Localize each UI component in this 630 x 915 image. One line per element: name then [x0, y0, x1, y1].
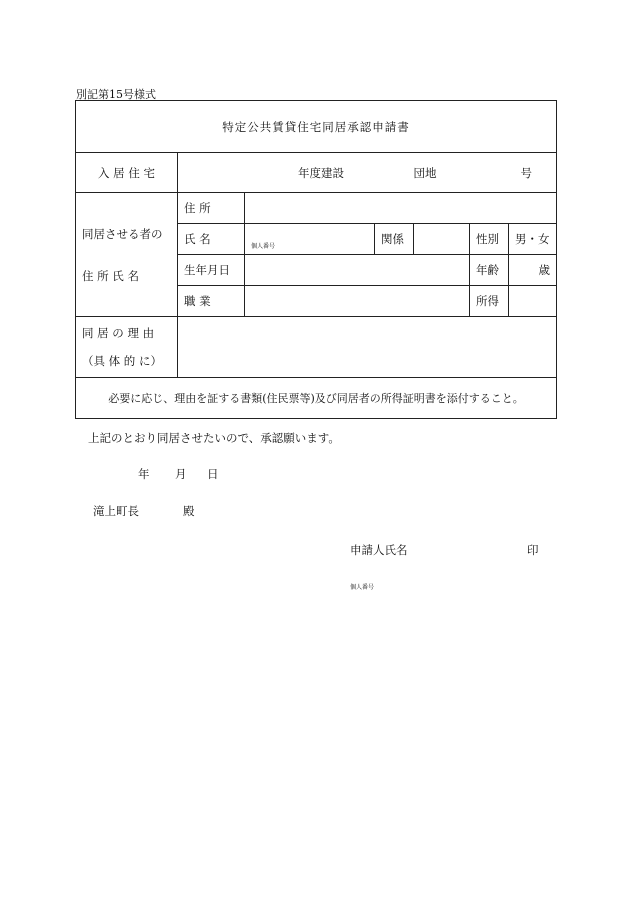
date-day[interactable]: 日	[207, 467, 219, 481]
occupation-field[interactable]	[245, 286, 470, 317]
residence-value[interactable]	[178, 153, 557, 193]
age-unit: 歳	[538, 263, 551, 277]
applicant-name-label: 申請人氏名	[350, 543, 408, 557]
name-mynumber-label: 個人番号	[251, 243, 276, 250]
birthdate-label: 生年月日	[178, 255, 245, 286]
cohabitant-label-line1: 同居させる者の	[82, 226, 163, 241]
reason-label-line1: 同 居 の 理 由	[82, 326, 155, 340]
application-form-table	[75, 100, 557, 419]
attachment-notice: 必要に応じ、理由を証する書類(住民票等)及び同居者の所得証明書を添付すること。	[76, 378, 557, 419]
residence-label: 入 居 住 宅	[76, 153, 178, 193]
address-field[interactable]	[245, 193, 557, 224]
residence-fiscal: 年度建設	[298, 165, 344, 180]
age-label: 年齢	[470, 255, 509, 286]
income-label: 所得	[470, 286, 509, 317]
name-field[interactable]	[245, 224, 375, 255]
name-label: 氏 名	[178, 224, 245, 255]
gender-options[interactable]: 男・女	[509, 224, 557, 255]
occupation-label: 職 業	[178, 286, 245, 317]
gender-label: 性別	[470, 224, 509, 255]
date-month[interactable]: 月	[175, 467, 187, 481]
birthdate-field[interactable]	[245, 255, 470, 286]
reason-label-line2: （具 体 的 に）	[82, 354, 162, 368]
form-number-label: 別記第15号様式	[76, 88, 156, 101]
relation-label: 関係	[375, 224, 414, 255]
form-title: 特定公共賃貸住宅同居承認申請書	[76, 101, 557, 153]
residence-number: 号	[520, 165, 533, 180]
applicant-seal: 印	[527, 543, 539, 557]
addressee-name: 滝上町長	[93, 504, 139, 518]
reason-field[interactable]	[178, 317, 557, 378]
applicant-mynumber-label: 個人番号	[350, 584, 375, 591]
residence-complex: 団地	[413, 165, 437, 180]
reason-label	[76, 317, 178, 378]
relation-field[interactable]	[414, 224, 470, 255]
cohabitant-label	[76, 193, 178, 317]
age-field[interactable]	[509, 255, 557, 286]
address-label: 住 所	[178, 193, 245, 224]
approval-statement: 上記のとおり同居させたいので、承認願います。	[88, 431, 340, 445]
date-year[interactable]: 年	[138, 467, 150, 481]
addressee-honorific: 殿	[183, 504, 195, 518]
cohabitant-label-line2: 住 所 氏 名	[82, 268, 139, 283]
income-field[interactable]	[509, 286, 557, 317]
